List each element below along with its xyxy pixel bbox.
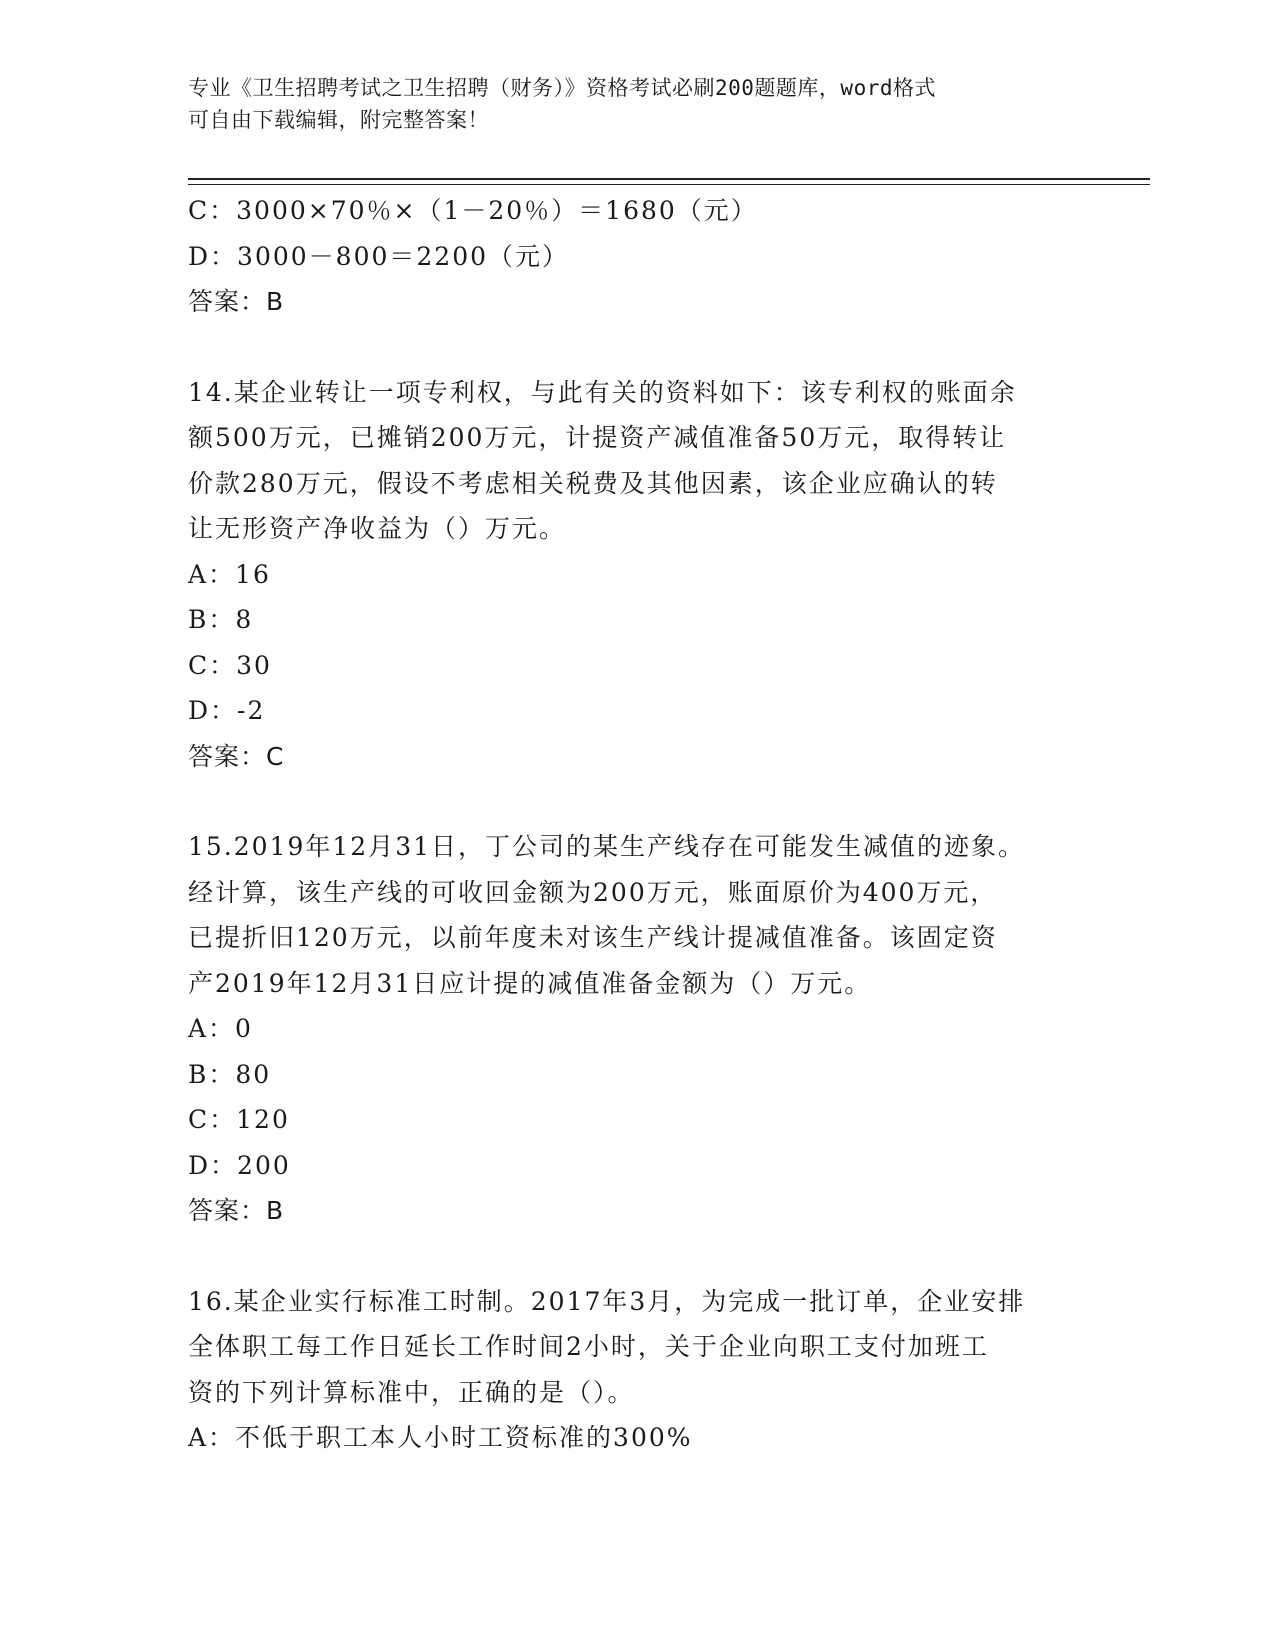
question-14 — [188, 370, 1088, 780]
option-d: D：3000－800＝2200（元） — [188, 241, 570, 271]
question-text-line: 产2019年12月31日应计提的减值准备金额为（）万元。 — [188, 968, 872, 998]
question-15 — [188, 824, 1088, 1234]
question-text-line: 已提折旧120万元，以前年度未对该生产线计提减值准备。该固定资 — [188, 923, 998, 952]
question-text-line: 价款280万元，假设不考虑相关税费及其他因素，该企业应确认的转 — [188, 468, 998, 498]
answer: 答案：C — [188, 741, 285, 771]
header-line-2: 可自由下载编辑，附完整答案！ — [188, 108, 489, 132]
question-text-line: 经计算，该生产线的可收回金额为200万元，账面原价为400万元， — [188, 877, 998, 907]
document-body — [188, 188, 1088, 1461]
option-d: D：-2 — [188, 696, 266, 725]
question-16 — [188, 1279, 1088, 1461]
option-a: A：16 — [188, 559, 271, 589]
question-text-line: 14.某企业转让一项专利权，与此有关的资料如下：该专利权的账面余 — [188, 377, 1017, 407]
answer: 答案：B — [188, 1196, 285, 1225]
document-header — [188, 72, 1068, 136]
option-c: C：3000×70％×（1－20％）＝1680（元） — [188, 196, 758, 225]
answer: 答案：B — [188, 287, 285, 316]
question-text-line: 额500万元，已摊销200万元，计提资产减值准备50万元，取得转让 — [188, 423, 1007, 452]
option-a: A：0 — [188, 1014, 253, 1043]
prev-question-tail — [188, 188, 1088, 325]
header-line-1: 专业《卫生招聘考试之卫生招聘（财务）》资格考试必刷200题题库，word格式 — [188, 76, 936, 100]
question-text-line: 资的下列计算标准中，正确的是（）。 — [188, 1377, 635, 1407]
option-a: A：不低于职工本人小时工资标准的300% — [188, 1423, 693, 1452]
question-text-line: 让无形资产净收益为（）万元。 — [188, 514, 567, 543]
header-rule-thick — [188, 178, 1150, 180]
header-rule-thin — [188, 184, 1150, 185]
option-d: D：200 — [188, 1150, 291, 1180]
question-text-line: 15.2019年12月31日，丁公司的某生产线存在可能发生减值的迹象。 — [188, 832, 1026, 861]
option-c: C：120 — [188, 1105, 290, 1134]
question-text-line: 全体职工每工作日延长工作时间2小时，关于企业向职工支付加班工 — [188, 1332, 989, 1361]
question-text-line: 16.某企业实行标准工时制。2017年3月，为完成一批订单，企业安排 — [188, 1286, 1026, 1316]
option-c: C：30 — [188, 650, 272, 680]
option-b: B：80 — [188, 1059, 272, 1089]
option-b: B：8 — [188, 605, 254, 634]
